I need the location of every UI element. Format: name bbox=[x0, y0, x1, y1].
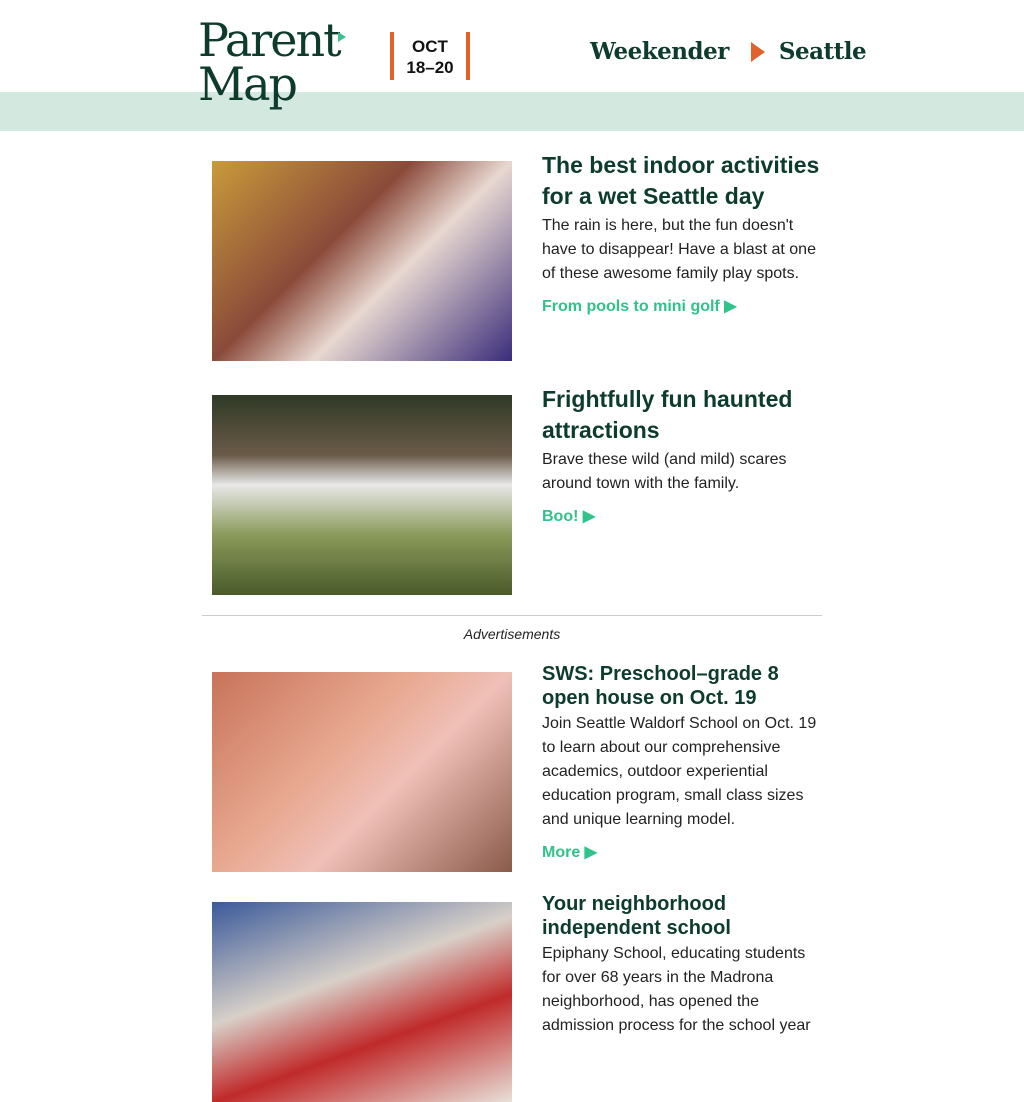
logo-triangle-icon bbox=[338, 32, 346, 42]
parentmap-logo[interactable]: Parent Map bbox=[198, 18, 340, 106]
divider bbox=[202, 615, 822, 616]
ad-link[interactable]: More ▶ bbox=[542, 844, 597, 861]
article-image-indoor[interactable] bbox=[212, 161, 512, 361]
ad-title[interactable]: Your neighborhood independent school bbox=[542, 893, 731, 939]
play-arrow-icon bbox=[751, 42, 765, 62]
header-band bbox=[0, 92, 1024, 131]
article-desc: The rain is here, but the fun doesn't have to disappear! Have a blast at one of these awesome family play spots. bbox=[542, 217, 816, 282]
ad-title[interactable]: SWS: Preschool–grade 8 open house on Oct. 19 bbox=[542, 663, 779, 709]
article-desc: Brave these wild (and mild) scares around town with the family. bbox=[542, 451, 787, 492]
newsletter-title: Weekender Seattle bbox=[590, 38, 867, 65]
ad-image-waldorf[interactable] bbox=[212, 672, 512, 872]
article-image-haunted[interactable] bbox=[212, 395, 512, 595]
article-link[interactable]: From pools to mini golf ▶ bbox=[542, 298, 737, 315]
ad-image-epiphany[interactable] bbox=[212, 902, 512, 1102]
ad-desc: Epiphany School, educating students for over 68 years in the Madrona neighborhood, has opened the admission process for the school year bbox=[542, 945, 811, 1034]
article-title[interactable]: Frightfully fun haunted attractions bbox=[542, 386, 793, 443]
article-title[interactable]: The best indoor activities for a wet Seattle day bbox=[542, 152, 820, 209]
advertisements-label: Advertisements bbox=[463, 626, 561, 642]
ad-desc: Join Seattle Waldorf School on Oct. 19 to learn about our comprehensive academics, outdoor experiential education program, small class sizes and unique learning model. bbox=[542, 715, 817, 828]
date-range: OCT 18–20 bbox=[390, 32, 470, 80]
article-link[interactable]: Boo! ▶ bbox=[542, 508, 596, 525]
